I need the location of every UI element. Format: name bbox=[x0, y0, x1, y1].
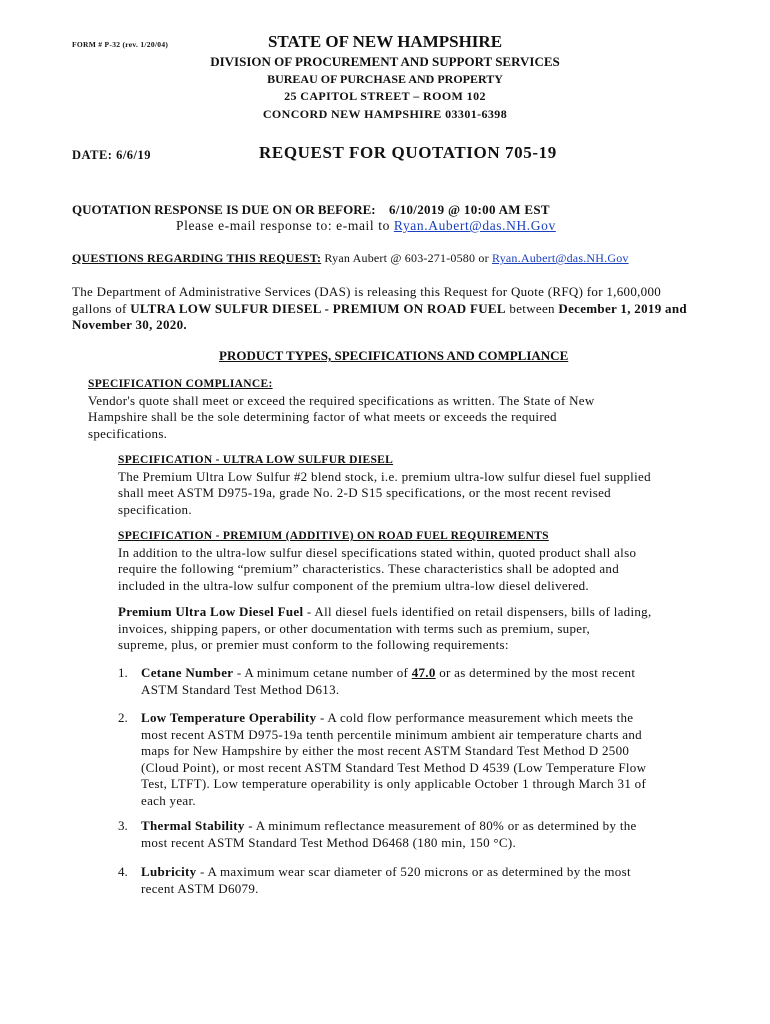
questions-label: QUESTIONS REGARDING THIS REQUEST: bbox=[72, 251, 322, 265]
requirement-line: Test, LTFT). Low temperature operability is only applicable October 1 through March 31 of bbox=[141, 776, 647, 791]
premium-def-text: - All diesel fuels identified on retail dispensers, bills of lading, bbox=[303, 604, 652, 619]
address-line-2: CONCORD NEW HAMPSHIRE 03301-6398 bbox=[262, 107, 508, 121]
section-heading: PRODUCT TYPES, SPECIFICATIONS AND COMPLIANCE bbox=[219, 348, 569, 363]
division-title: DIVISION OF PROCUREMENT AND SUPPORT SERVICES bbox=[210, 54, 560, 69]
compliance-line-3: specifications. bbox=[88, 425, 168, 441]
response-email-link[interactable]: Ryan.Aubert@das.NH.Gov bbox=[393, 218, 556, 233]
premium-def-line-1 bbox=[118, 604, 738, 621]
form-number: FORM # P-32 (rev. 1/20/04) bbox=[72, 40, 169, 49]
spec-premium-line-2: require the following “premium” characteristics. These characteristics shall be adopted and bbox=[118, 561, 620, 576]
spec-premium-heading: SPECIFICATION - PREMIUM (ADDITIVE) ON ROAD FUEL REQUIREMENTS bbox=[118, 530, 549, 542]
premium-def-term: Premium Ultra Low Diesel Fuel bbox=[118, 604, 304, 619]
requirement-number: 3. bbox=[118, 818, 128, 833]
requirement-number: 4. bbox=[118, 864, 128, 879]
intro-start-date: December 1, 2019 and bbox=[558, 300, 687, 316]
spec-ulsd-block bbox=[118, 452, 738, 518]
spec-ulsd-line-1: The Premium Ultra Low Sulfur #2 blend stock, i.e. premium ultra-low sulfur diesel fuel supplied bbox=[118, 468, 651, 484]
premium-definition bbox=[118, 604, 738, 654]
spec-ulsd-line-3: specification. bbox=[118, 501, 192, 517]
requirement-line bbox=[141, 665, 741, 682]
address-line-1: 25 CAPITOL STREET – ROOM 102 bbox=[284, 89, 486, 103]
premium-def-line-2: invoices, shipping papers, or other documentation with terms such as premium, super, bbox=[118, 620, 591, 636]
rfq-title: REQUEST FOR QUOTATION 705-19 bbox=[259, 143, 557, 162]
requirement-title: Cetane Number bbox=[141, 665, 234, 680]
questions-contact: Ryan Aubert @ 603-271-0580 or bbox=[321, 251, 492, 265]
date-label: DATE: 6/6/19 bbox=[72, 148, 152, 162]
compliance-block bbox=[88, 376, 728, 442]
requirement-line bbox=[141, 864, 741, 881]
requirement-line: most recent ASTM Standard Test Method D6468 (180 min, 150 °C). bbox=[141, 834, 517, 850]
premium-def-line-3: supreme, plus, or premier must conform to the following requirements: bbox=[118, 637, 509, 652]
requirement-item bbox=[141, 665, 741, 698]
intro-product: ULTRA LOW SULFUR DIESEL - PREMIUM ON ROAD FUEL bbox=[130, 300, 506, 316]
cetane-value: 47.0 bbox=[411, 665, 436, 680]
state-title: STATE OF NEW HAMPSHIRE bbox=[267, 32, 503, 51]
requirement-text: - A minimum reflectance measurement of 80% or as determined by the bbox=[244, 818, 637, 833]
spec-ulsd-heading: SPECIFICATION - ULTRA LOW SULFUR DIESEL bbox=[118, 454, 394, 466]
bureau-title: BUREAU OF PURCHASE AND PROPERTY bbox=[267, 72, 503, 86]
requirement-item bbox=[141, 710, 741, 809]
requirement-item bbox=[141, 818, 741, 851]
intro-gallons: gallons of bbox=[72, 300, 131, 316]
due-label: QUOTATION RESPONSE IS DUE ON OR BEFORE: bbox=[72, 202, 376, 217]
spec-premium-line-3: included in the ultra-low sulfur component of the premium ultra-low diesel delivered. bbox=[118, 577, 589, 593]
requirement-line: ASTM Standard Test Method D613. bbox=[141, 681, 340, 697]
requirement-line: most recent ASTM D975-19a tenth percentile minimum ambient air temperature charts and bbox=[141, 726, 642, 742]
questions-line bbox=[72, 251, 629, 266]
requirement-number: 2. bbox=[118, 710, 128, 725]
email-instruction bbox=[176, 218, 556, 234]
intro-end-date: November 30, 2020. bbox=[72, 317, 187, 332]
intro-between: between bbox=[505, 300, 559, 316]
compliance-line-2: Hampshire shall be the sole determining factor of what meets or exceeds the required bbox=[88, 409, 557, 424]
requirement-text: - A maximum wear scar diameter of 520 microns or as determined by the most bbox=[196, 864, 631, 879]
requirement-line: (Cloud Point), or most recent ASTM Standard Test Method D 4539 (Low Temperature Flow bbox=[141, 759, 647, 775]
requirement-title: Lubricity bbox=[141, 864, 197, 879]
requirement-text: - A minimum cetane number of bbox=[233, 665, 412, 680]
spec-ulsd-line-2: shall meet ASTM D975-19a, grade No. 2-D S15 specifications, or the most recent revised bbox=[118, 485, 611, 500]
requirement-title: Thermal Stability bbox=[141, 818, 245, 833]
requirement-line: each year. bbox=[141, 792, 196, 808]
requirement-number: 1. bbox=[118, 665, 128, 680]
requirement-text-after: or as determined by the most recent bbox=[435, 665, 636, 680]
intro-line-1: The Department of Administrative Services (DAS) is releasing this Request for Quote (RFQ) for 1,600,000 bbox=[72, 284, 662, 299]
requirement-title: Low Temperature Operability bbox=[141, 710, 317, 725]
due-value: 6/10/2019 @ 10:00 AM EST bbox=[389, 202, 550, 217]
compliance-heading: SPECIFICATION COMPLIANCE: bbox=[88, 378, 273, 390]
intro-paragraph bbox=[72, 284, 722, 334]
email-instruction-text: Please e-mail response to: e-mail to bbox=[176, 218, 394, 233]
requirement-item bbox=[141, 864, 741, 897]
questions-email-link[interactable]: Ryan.Aubert@das.NH.Gov bbox=[491, 251, 629, 265]
requirement-line bbox=[141, 818, 741, 835]
requirement-line: maps for New Hampshire by either the most recent ASTM Standard Test Method D 2500 bbox=[141, 743, 630, 758]
spec-premium-block bbox=[118, 528, 738, 594]
spec-premium-line-1: In addition to the ultra-low sulfur diesel specifications stated within, quoted product shall also bbox=[118, 544, 637, 560]
requirement-line: recent ASTM D6079. bbox=[141, 880, 259, 896]
requirement-text: - A cold flow performance measurement which meets the bbox=[316, 710, 634, 725]
compliance-line-1: Vendor's quote shall meet or exceed the required specifications as written. The State of New bbox=[88, 392, 595, 408]
requirement-line bbox=[141, 710, 741, 727]
intro-line-2 bbox=[72, 301, 722, 318]
